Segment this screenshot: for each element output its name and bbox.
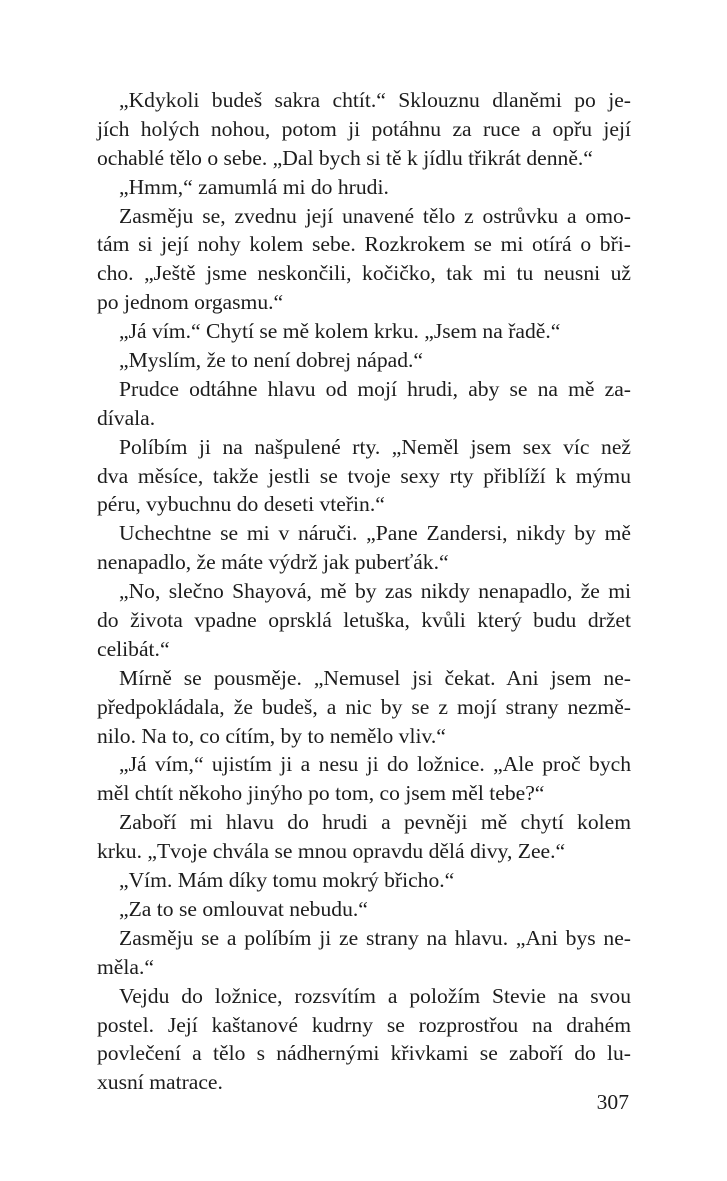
text-line: dva měsíce, takže jestli se tvoje sexy rty přiblíží k mýmu <box>97 463 631 488</box>
paragraph <box>97 173 631 202</box>
text-line: postel. Její kaštanové kudrny se rozprostřou na drahém <box>97 1012 631 1037</box>
paragraph <box>97 664 631 751</box>
paragraph <box>97 375 631 433</box>
text-line: Vejdu do ložnice, rozsvítím a položím Stevie na svou <box>119 983 631 1008</box>
text-line: „Já vím,“ ujistím ji a nesu ji do ložnice. „Ale proč bych <box>119 752 631 777</box>
text-line: jích holých nohou, potom ji potáhnu za ruce a opřu její <box>97 116 631 141</box>
body-text <box>97 86 631 1097</box>
text-line: Políbím ji na našpulené rty. „Neměl jsem sex víc než <box>119 434 631 459</box>
text-line: Zasměju se, zvednu její unavené tělo z ostrůvku a omo- <box>119 203 631 228</box>
paragraph <box>97 86 631 173</box>
text-line: „Vím. Mám díky tomu mokrý břicho.“ <box>119 868 455 893</box>
paragraph <box>97 202 631 318</box>
paragraph <box>97 577 631 664</box>
text-line: Zaboří mi hlavu do hrudi a pevněji mě chytí kolem <box>119 810 631 835</box>
paragraph <box>97 808 631 866</box>
text-line: celibát.“ <box>97 636 170 661</box>
paragraph <box>97 433 631 520</box>
text-line: xusní matrace. <box>97 1070 223 1095</box>
text-line: měl chtít někoho jinýho po tom, co jsem měl tebe?“ <box>97 781 545 806</box>
text-line: měla.“ <box>97 954 154 979</box>
text-line: nilo. Na to, co cítím, by to nemělo vliv.“ <box>97 723 446 748</box>
paragraph <box>97 895 631 924</box>
text-line: „Za to se omlouvat nebudu.“ <box>119 896 368 921</box>
text-line: krku. „Tvoje chvála se mnou opravdu dělá divy, Zee.“ <box>97 839 566 864</box>
paragraph <box>97 519 631 577</box>
page-number: 307 <box>596 1090 629 1114</box>
text-line: „Myslím, že to není dobrej nápad.“ <box>119 348 424 373</box>
paragraph <box>97 750 631 808</box>
text-line: tám si její nohy kolem sebe. Rozkrokem se mi otírá o bři- <box>97 232 631 257</box>
text-line: „Hmm,“ zamumlá mi do hrudi. <box>119 174 389 199</box>
text-line: ochablé tělo o sebe. „Dal bych si tě k jídlu třikrát denně.“ <box>97 145 593 170</box>
text-line: Prudce odtáhne hlavu od mojí hrudi, aby se na mě za- <box>119 376 631 401</box>
paragraph <box>97 982 631 1098</box>
text-line: do života vpadne oprsklá letuška, kvůli který budu držet <box>97 608 631 633</box>
text-line: „Já vím.“ Chytí se mě kolem krku. „Jsem na řadě.“ <box>119 319 561 344</box>
text-line: nenapadlo, že máte výdrž jak puberťák.“ <box>97 550 449 575</box>
text-line: Uchechtne se mi v náruči. „Pane Zandersi, nikdy by mě <box>119 521 631 546</box>
paragraph <box>97 346 631 375</box>
text-line: „No, slečno Shayová, mě by zas nikdy nenapadlo, že mi <box>119 579 631 604</box>
paragraph <box>97 317 631 346</box>
text-line: „Kdykoli budeš sakra chtít.“ Sklouznu dlaněmi po je- <box>119 88 631 112</box>
text-line: péru, vybuchnu do deseti vteřin.“ <box>97 492 385 517</box>
paragraph <box>97 866 631 895</box>
text-line: Mírně se pousměje. „Nemusel jsi čekat. Ani jsem ne- <box>119 665 631 690</box>
text-line: cho. „Ještě jsme neskončili, kočičko, tak mi tu neusni už <box>97 261 631 286</box>
text-line: Zasměju se a políbím ji ze strany na hlavu. „Ani bys ne- <box>119 925 631 950</box>
text-line: předpokládala, že budeš, a nic by se z mojí strany nezmě- <box>97 694 631 719</box>
text-line: dívala. <box>97 405 156 430</box>
text-line: po jednom orgasmu.“ <box>97 290 284 315</box>
paragraph <box>97 924 631 982</box>
text-line: povlečení a tělo s nádhernými křivkami se zaboří do lu- <box>97 1041 631 1066</box>
